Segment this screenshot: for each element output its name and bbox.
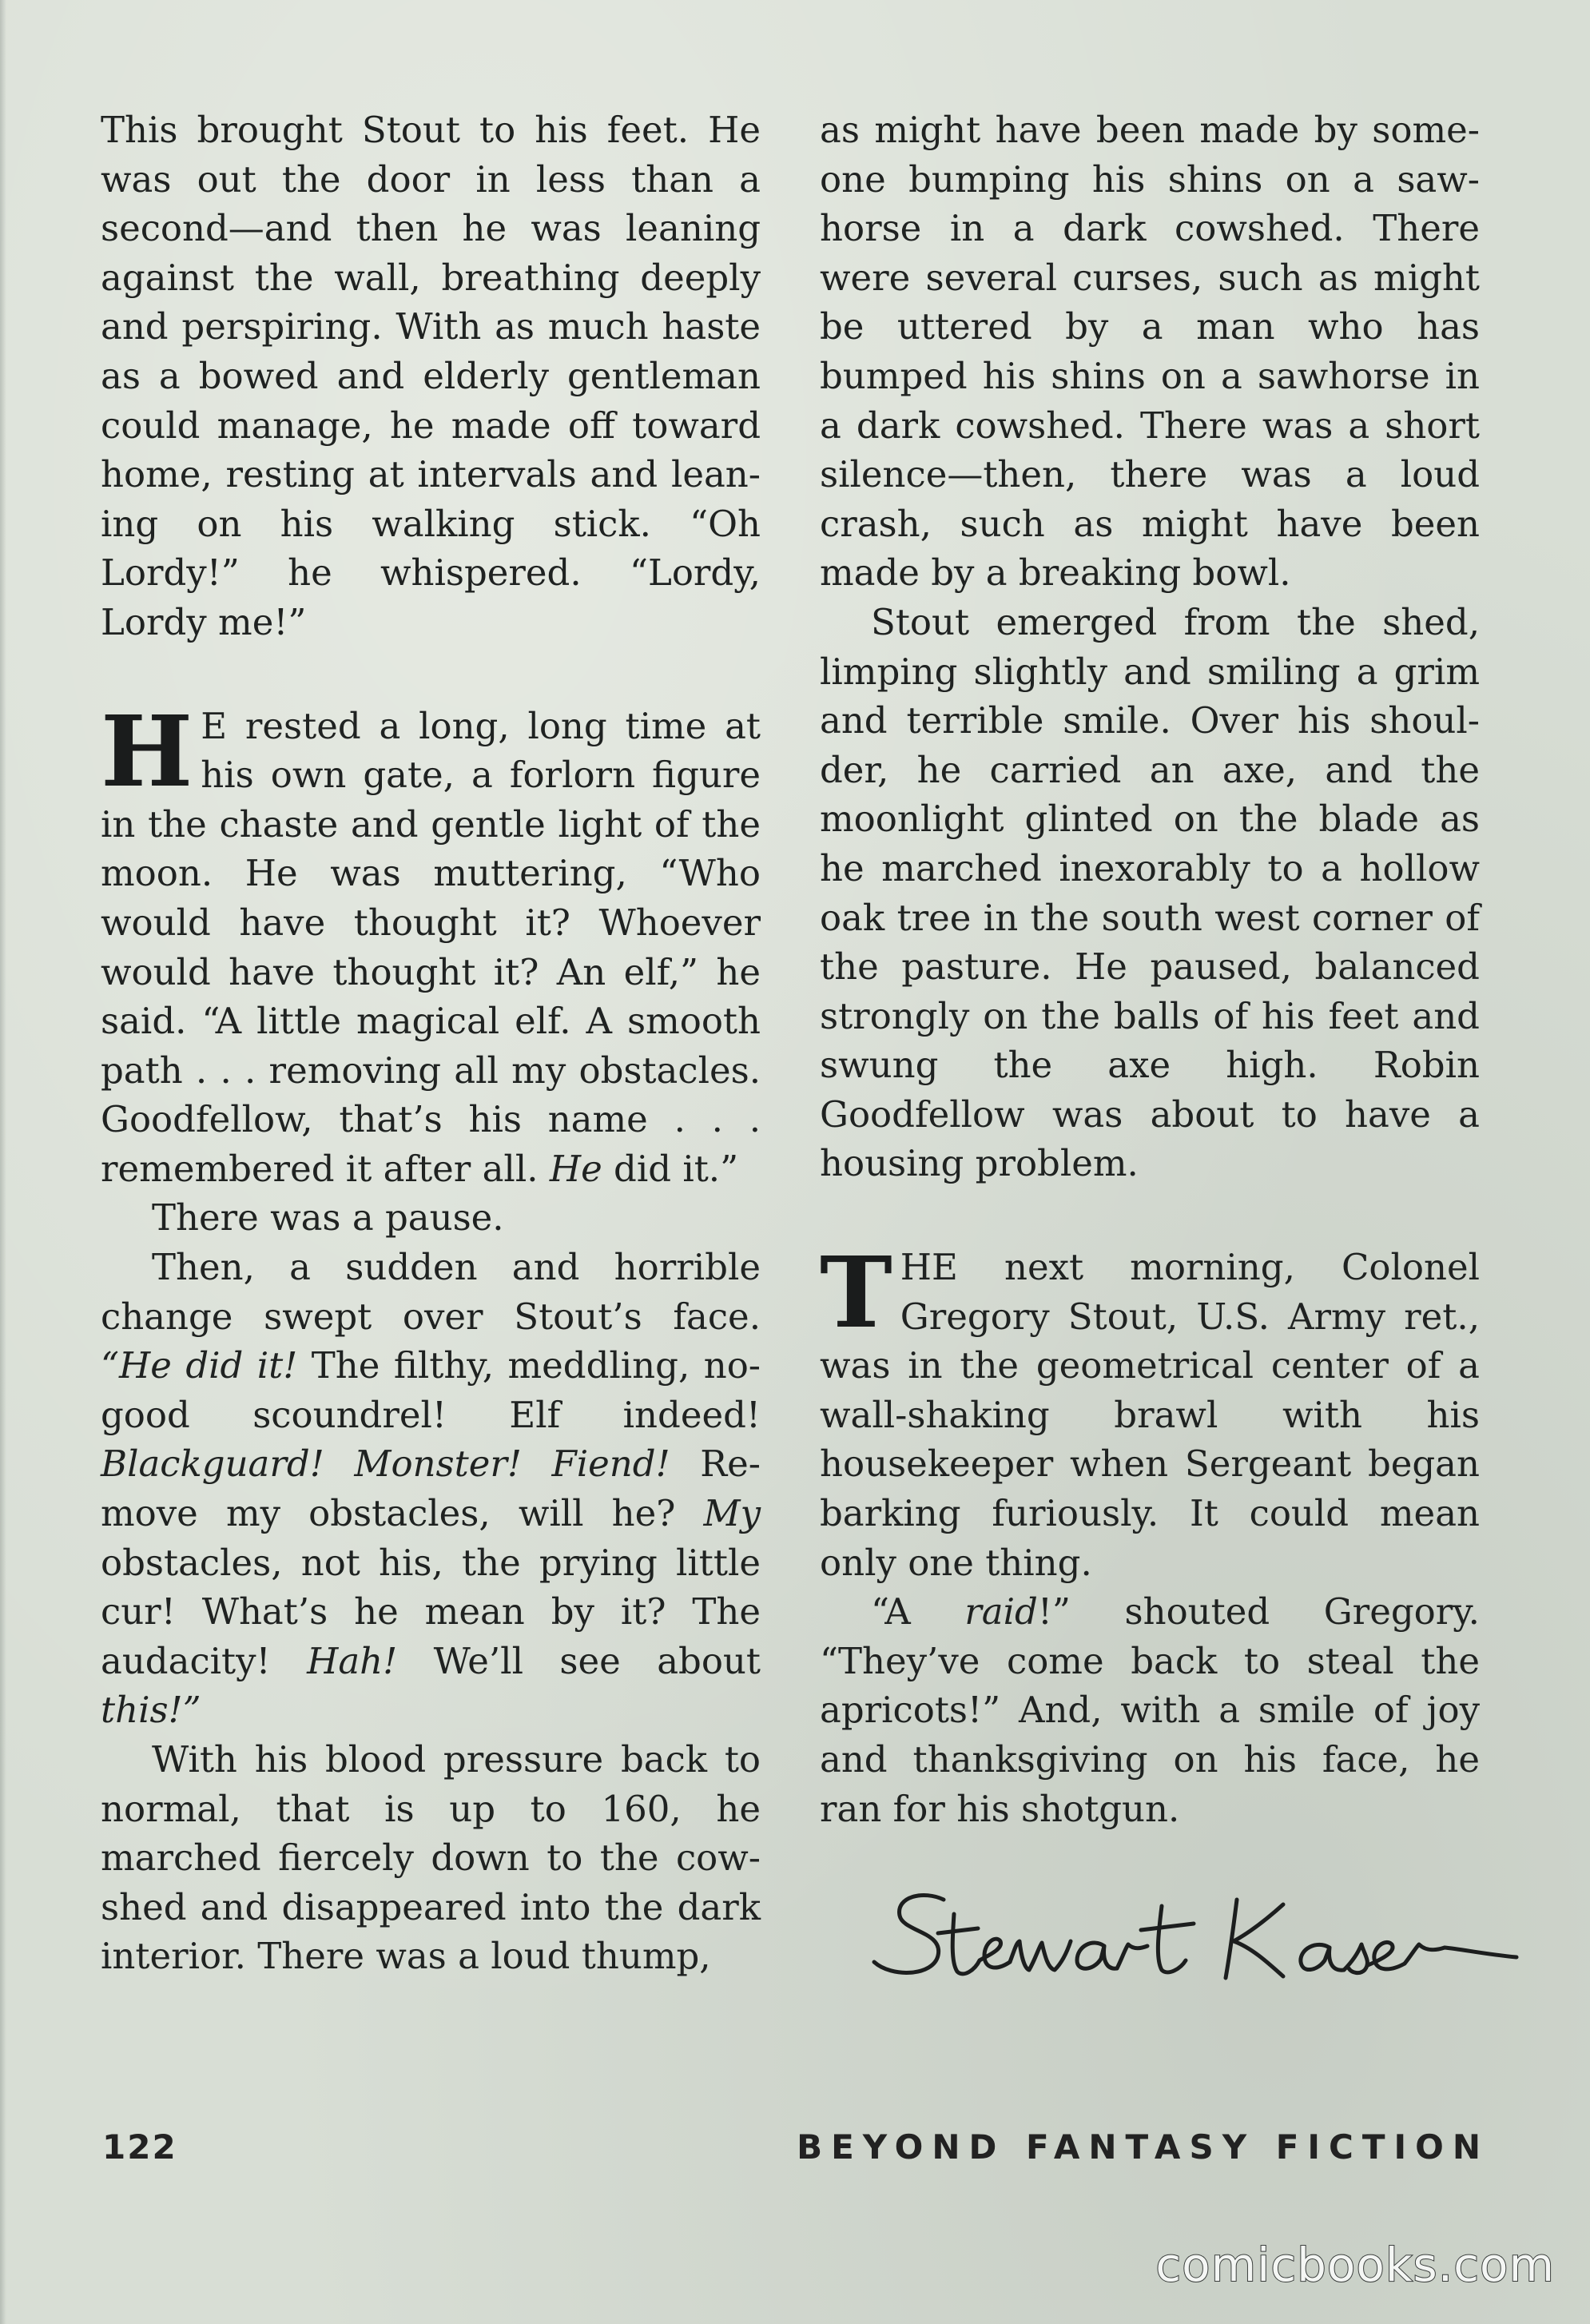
paragraph-text: Then, a sudden and horrible change swept over Stout’s face. xyxy=(101,1246,761,1338)
page-edge-shadow xyxy=(0,0,6,2324)
italic-text: My xyxy=(703,1492,761,1535)
italic-text: Hah! xyxy=(307,1639,398,1682)
paragraph-dropcap xyxy=(101,693,761,1194)
paragraph: Stout emerged from the shed, limping slightly and smiling a grim and terrible smile. Over his shoulder, he carried an axe, and the moonlight glinted on the blade as he marched inexorably to a hollow oak tree in the south west corner of the pasture. He paused, balanced strongly on the balls of his feet and swung the axe high. Robin Goodfellow was about to have a housing problem. xyxy=(820,600,1480,1185)
magazine-title: BEYOND FANTASY FICTION xyxy=(797,2127,1489,2167)
paragraph-dropcap xyxy=(820,1235,1480,1587)
italic-text: this!” xyxy=(101,1689,201,1732)
paragraph-text: obstacles, not his, the prying little cur! What’s he mean by it? The audacity! xyxy=(101,1541,761,1682)
author-signature xyxy=(868,1882,1523,2002)
paragraph: With his blood pressure back to normal, that is up to 160, he marched fiercely down to the cowshed and disappeared into the dark interior. There was a loud thump, xyxy=(101,1738,761,1978)
page-number: 122 xyxy=(102,2127,177,2167)
drop-cap: T xyxy=(820,1235,892,1351)
italic-text: “He did it! xyxy=(101,1344,298,1387)
paragraph: This brought Stout to his feet. He was out the door in less than a second—and then he was leaning against the wall, breathing deeply and perspiring. With as much haste as a bowed and elderly gentleman could manage, he made off toward home, resting at intervals and leaning on his walking stick. “Oh Lordy!” he whispered. “Lordy, Lordy me!” xyxy=(101,109,761,643)
left-column xyxy=(101,105,761,1981)
paragraph-text: The filthy, meddling, no-good scoundrel! Elf indeed! xyxy=(101,1344,761,1436)
paragraph-text: HE next morning, Colonel Gregory Stout, U.S. Army ret., was in the geometrical center of a wall-shaking brawl with his housekeeper when Sergeant began barking furiously. It could mean only one thing. xyxy=(820,1246,1480,1584)
right-column xyxy=(820,105,1480,1833)
paragraph-text: !” shouted Gregory. “They’ve come back to steal the apricots!” And, with a smile of joy and thanksgiving on his face, he ran for his shotgun. xyxy=(820,1590,1480,1830)
paragraph-text: did it.” xyxy=(602,1147,739,1190)
watermark: comicbooks.com xyxy=(1155,2238,1555,2292)
paragraph: as might have been made by someone bumping his shins on a sawhorse in a dark cowshed. There were several curses, such as might be uttered by a man who has bumped his shins on a sawhorse in a dark cowshed. There was a short silence—then, there was a loud crash, such as might have been made by a breaking bowl. xyxy=(820,109,1480,595)
paragraph: There was a pause. xyxy=(152,1196,504,1240)
paragraph-text: Remove my obstacles, will he? xyxy=(101,1443,761,1535)
italic-text: He xyxy=(549,1147,602,1190)
paragraph xyxy=(101,1243,761,1735)
italic-text: raid xyxy=(964,1590,1038,1634)
paragraph xyxy=(820,1587,1480,1833)
drop-cap: H xyxy=(101,693,193,809)
italic-text: Blackguard! Monster! Fiend! xyxy=(101,1443,670,1486)
paragraph-text: “A xyxy=(871,1590,965,1634)
paragraph-text: We’ll see about xyxy=(397,1639,761,1682)
paragraph-text: E rested a long, long time at his own gate, a forlorn figure in the chaste and gentle light of the moon. He was muttering, “Who would have thought it? Whoever would have thought it? An elf,” he said. “A little magical elf. A smooth path . . . removing all my obstacles. Goodfellow, that’s his name . . . remembered it after all. xyxy=(101,704,761,1190)
